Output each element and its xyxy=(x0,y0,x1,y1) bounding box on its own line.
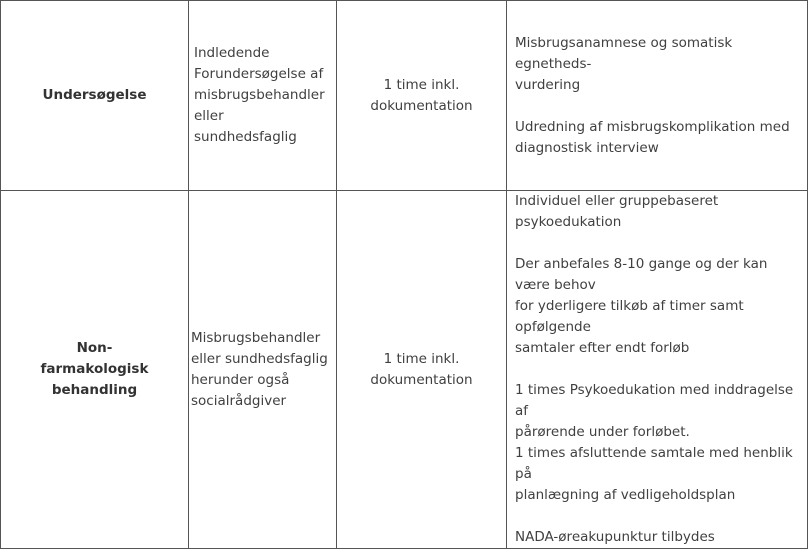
who-line: herunder også xyxy=(191,371,290,388)
content-line: Der anbefales 8-10 gange og der kan være behov xyxy=(515,256,768,293)
time-line: 1 time inkl. xyxy=(383,76,460,93)
category-line: farmakologisk xyxy=(40,361,149,377)
content-line: for yderligere tilkøb af timer samt opfølgende xyxy=(515,298,744,335)
content-line: planlægning af vedligeholdsplan xyxy=(515,487,736,503)
time-line: dokumentation xyxy=(370,97,473,114)
who-cell xyxy=(189,1,337,191)
content-cell xyxy=(507,191,808,549)
who-line: eller xyxy=(194,108,224,124)
category-cell xyxy=(1,1,189,191)
content-line: 1 times Psykoedukation med inddragelse af xyxy=(515,382,794,419)
content-line: Misbrugsanamnese og somatisk egnetheds- xyxy=(515,34,733,72)
paragraph-gap xyxy=(515,506,799,527)
content-line: pårørende under forløbet. xyxy=(515,424,690,440)
time-cell xyxy=(337,191,507,549)
table-row xyxy=(1,1,808,191)
who-line: misbrugsbehandler xyxy=(194,87,325,103)
paragraph-gap xyxy=(515,96,799,117)
who-line: socialrådgiver xyxy=(191,392,287,409)
category-line: behandling xyxy=(51,382,138,398)
who-line: Forundersøgelse af xyxy=(194,66,324,82)
who-line: sundhedsfaglig xyxy=(194,129,297,145)
who-line: eller sundhedsfaglig xyxy=(191,350,328,367)
time-line: 1 time inkl. xyxy=(383,350,460,367)
content-line: samtaler efter endt forløb xyxy=(515,340,690,356)
time-cell xyxy=(337,1,507,191)
who-line: Indledende xyxy=(194,45,270,61)
who-cell xyxy=(189,191,337,549)
content-line: Individuel eller gruppebaseret psykoedukation xyxy=(515,193,719,230)
content-line: Udredning af misbrugskomplikation med xyxy=(515,118,790,135)
who-line: Misbrugsbehandler xyxy=(191,329,321,346)
paragraph-gap xyxy=(515,233,799,254)
content-line: 1 times afsluttende samtale med henblik på xyxy=(515,445,793,482)
table-row xyxy=(1,191,808,549)
content-line: vurdering xyxy=(515,76,581,93)
paragraph-gap xyxy=(515,359,799,380)
category-label: Undersøgelse xyxy=(42,87,147,103)
time-line: dokumentation xyxy=(370,371,473,388)
category-line: Non- xyxy=(76,340,113,356)
category-cell xyxy=(1,191,189,549)
content-cell xyxy=(507,1,808,191)
content-line: NADA-øreakupunktur tilbydes xyxy=(515,529,715,545)
content-line: diagnostisk interview xyxy=(515,139,659,156)
